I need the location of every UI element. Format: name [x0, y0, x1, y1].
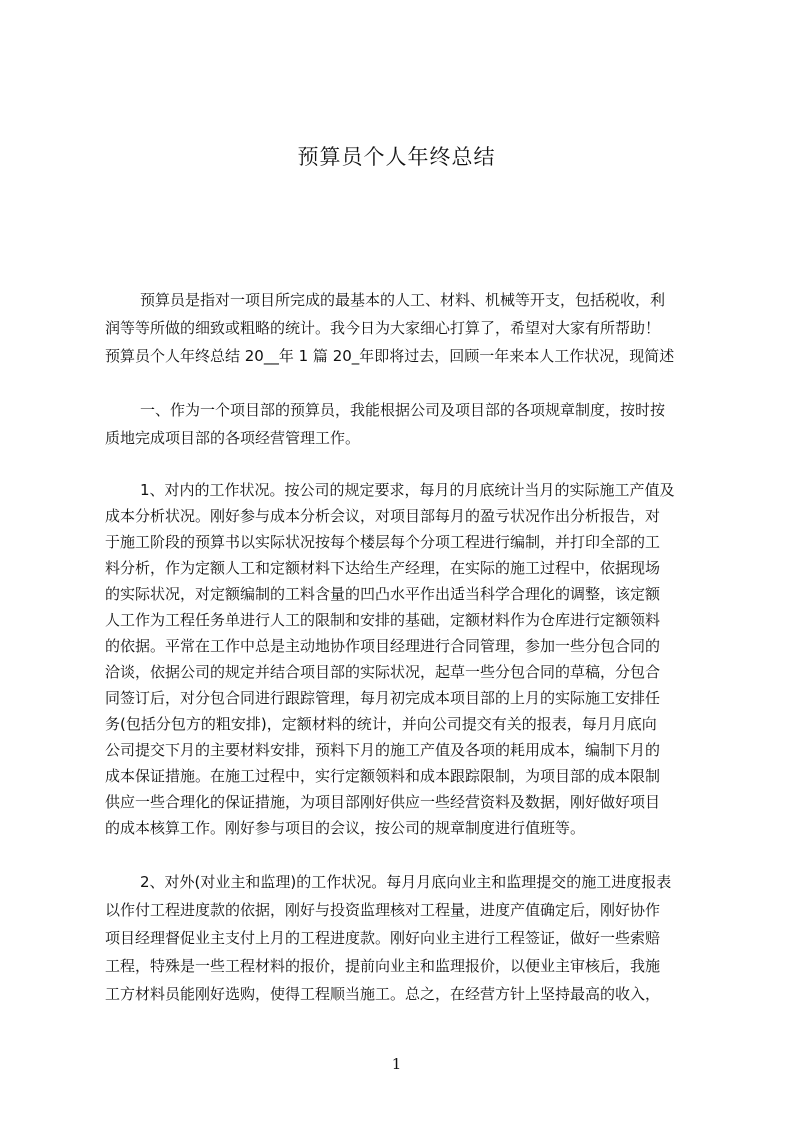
item1-line: 的实际状况，对定额编制的工料含量的凹凸水平作出适当科学合理化的调整，该定额	[105, 585, 661, 603]
item1-line: 洽谈，依据公司的规定并结合项目部的实际状况，起草一些分包合同的草稿，分包合	[105, 663, 661, 681]
item2-line: 项目经理督促业主支付上月的工程进度款。刚好向业主进行工程签证，做好一些索赔	[105, 929, 661, 947]
item1-line: 公司提交下月的主要材料安排，预料下月的施工产值及各项的耗用成本，编制下月的	[105, 741, 661, 759]
item2-line: 工方材料员能刚好选购，使得工程顺当施工。总之，在经营方针上坚持最高的收入，	[105, 985, 661, 1003]
intro-line: 润等等所做的细致或粗略的统计。我今日为大家细心打算了，希望对大家有所帮助！	[105, 319, 661, 337]
item1-line: 同签订后，对分包合同进行跟踪管理，每月初完成本项目部的上月的实际施工安排任	[105, 689, 661, 707]
item1-line: 料分析，作为定额人工和定额材料下达给生产经理，在实际的施工过程中，依据现场	[105, 559, 661, 577]
item2-line: 工程，特殊是一些工程材料的报价，提前向业主和监理报价，以便业主审核后，我施	[105, 957, 661, 975]
item1-line: 于施工阶段的预算书以实际状况按每个楼层每个分项工程进行编制，并打印全部的工	[105, 533, 661, 551]
document-title: 预算员个人年终总结	[297, 145, 496, 169]
item1-line: 供应一些合理化的保证措施，为项目部刚好供应一些经营资料及数据，刚好做好项目	[105, 793, 661, 811]
item1-line: 成本分析状况。刚好参与成本分析会议，对项目部每月的盈亏状况作出分析报告，对	[105, 507, 661, 525]
section1-line: 质地完成项目部的各项经营管理工作。	[105, 429, 361, 447]
section1-line: 一、作为一个项目部的预算员，我能根据公司及项目部的各项规章制度，按时按	[140, 401, 666, 419]
intro-line: 预算员是指对一项目所完成的最基本的人工、材料、机械等开支，包括税收，利	[140, 291, 666, 309]
item2-line: 以作付工程进度款的依据，刚好与投资监理核对工程量，进度产值确定后，刚好协作	[105, 901, 661, 919]
item1-line: 的依据。平常在工作中总是主动地协作项目经理进行合同管理，参加一些分包合同的	[105, 637, 661, 655]
item2-line: 2、对外(对业主和监理)的工作状况。每月月底向业主和监理提交的施工进度报表	[140, 873, 672, 891]
item1-line: 务(包括分包方的粗安排)，定额材料的统计，并向公司提交有关的报表，每月月底向	[105, 715, 657, 733]
item1-line: 成本保证措施。在施工过程中，实行定额领料和成本跟踪限制，为项目部的成本限制	[105, 767, 661, 785]
item1-line: 的成本核算工作。刚好参与项目的会议，按公司的规章制度进行值班等。	[105, 819, 586, 837]
item1-line: 人工作为工程任务单进行人工的限制和安排的基础，定额材料作为仓库进行定额领料	[105, 611, 661, 629]
intro-line: 预算员个人年终总结 20__年 1 篇 20_年即将过去，回顾一年来本人工作状况，现简述	[105, 347, 675, 365]
page-number: 1	[391, 1055, 402, 1073]
item1-line: 1、对内的工作状况。按公司的规定要求，每月的月底统计当月的实际施工产值及	[140, 481, 675, 499]
